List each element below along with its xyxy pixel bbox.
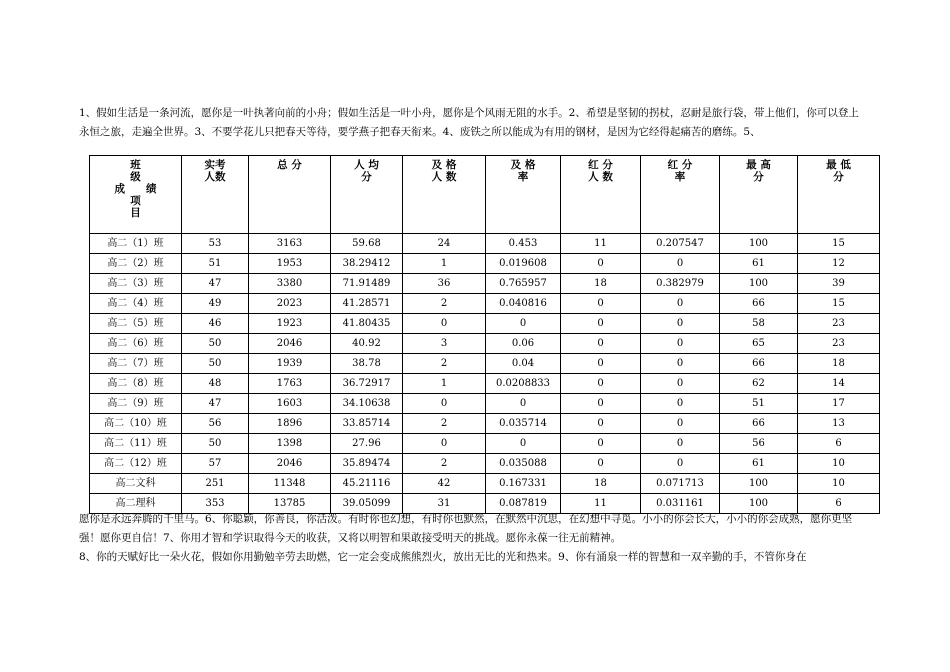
table-cell: 17 bbox=[798, 394, 880, 414]
table-cell: 2 bbox=[403, 354, 486, 374]
table-row bbox=[90, 294, 880, 314]
table-cell: 24 bbox=[403, 234, 486, 254]
table-cell: 38.29412 bbox=[331, 254, 403, 274]
table-cell: 59.68 bbox=[331, 234, 403, 254]
table-cell: 18 bbox=[561, 274, 641, 294]
table-header-row bbox=[90, 156, 880, 234]
table-cell: 56 bbox=[720, 434, 798, 454]
table-cell: 6 bbox=[798, 434, 880, 454]
class-name-cell: 高二（7）班 bbox=[90, 354, 182, 374]
table-cell: 1 bbox=[403, 374, 486, 394]
table-cell: 33.85714 bbox=[331, 414, 403, 434]
table-cell: 2 bbox=[403, 414, 486, 434]
table-cell: 11 bbox=[561, 494, 641, 514]
table-cell: 0 bbox=[561, 294, 641, 314]
class-name-cell: 高二（8）班 bbox=[90, 374, 182, 394]
table-cell: 0 bbox=[641, 454, 720, 474]
table-cell: 15 bbox=[798, 294, 880, 314]
table-cell: 13 bbox=[798, 414, 880, 434]
table-cell: 0 bbox=[641, 254, 720, 274]
table-cell: 48 bbox=[182, 374, 249, 394]
class-name-cell: 高二（4）班 bbox=[90, 294, 182, 314]
table-cell: 71.91489 bbox=[331, 274, 403, 294]
table-cell: 39.05099 bbox=[331, 494, 403, 514]
table-cell: 66 bbox=[720, 294, 798, 314]
table-cell: 46 bbox=[182, 314, 249, 334]
table-cell: 1953 bbox=[249, 254, 331, 274]
table-cell: 34.10638 bbox=[331, 394, 403, 414]
table-cell: 15 bbox=[798, 234, 880, 254]
class-name-cell: 高二（12）班 bbox=[90, 454, 182, 474]
table-row bbox=[90, 354, 880, 374]
table-cell: 41.28571 bbox=[331, 294, 403, 314]
table-cell: 0 bbox=[403, 434, 486, 454]
table-cell: 3380 bbox=[249, 274, 331, 294]
table-row bbox=[90, 474, 880, 494]
class-name-cell: 高二（9）班 bbox=[90, 394, 182, 414]
table-cell: 13785 bbox=[249, 494, 331, 514]
table-body bbox=[90, 234, 880, 514]
table-row bbox=[90, 314, 880, 334]
table-cell: 251 bbox=[182, 474, 249, 494]
table-cell: 35.89474 bbox=[331, 454, 403, 474]
table-cell: 65 bbox=[720, 334, 798, 354]
table-cell: 0 bbox=[641, 374, 720, 394]
table-cell: 23 bbox=[798, 314, 880, 334]
table-row bbox=[90, 234, 880, 254]
table-cell: 1398 bbox=[249, 434, 331, 454]
table-cell: 2 bbox=[403, 454, 486, 474]
table-cell: 36.72917 bbox=[331, 374, 403, 394]
table-cell: 100 bbox=[720, 494, 798, 514]
header-total-score: 总 分 bbox=[249, 156, 331, 234]
table-cell: 0.04 bbox=[486, 354, 561, 374]
table-cell: 0 bbox=[403, 314, 486, 334]
table-cell: 38.78 bbox=[331, 354, 403, 374]
table-cell: 6 bbox=[798, 494, 880, 514]
table-cell: 0.040816 bbox=[486, 294, 561, 314]
table-cell: 47 bbox=[182, 394, 249, 414]
table-cell: 0.453 bbox=[486, 234, 561, 254]
table-cell: 0.06 bbox=[486, 334, 561, 354]
table-cell: 2023 bbox=[249, 294, 331, 314]
table-row bbox=[90, 274, 880, 294]
table-cell: 0.167331 bbox=[486, 474, 561, 494]
table-cell: 14 bbox=[798, 374, 880, 394]
table-cell: 39 bbox=[798, 274, 880, 294]
table-row bbox=[90, 434, 880, 454]
table-cell: 0 bbox=[561, 314, 641, 334]
table-cell: 100 bbox=[720, 474, 798, 494]
table-row bbox=[90, 254, 880, 274]
table-cell: 31 bbox=[403, 494, 486, 514]
table-row bbox=[90, 414, 880, 434]
table-cell: 10 bbox=[798, 474, 880, 494]
table-cell: 0 bbox=[561, 454, 641, 474]
table-cell: 66 bbox=[720, 414, 798, 434]
table-cell: 0.031161 bbox=[641, 494, 720, 514]
table-cell: 23 bbox=[798, 334, 880, 354]
table-cell: 1603 bbox=[249, 394, 331, 414]
class-name-cell: 高二文科 bbox=[90, 474, 182, 494]
class-name-cell: 高二（2）班 bbox=[90, 254, 182, 274]
table-cell: 0 bbox=[641, 414, 720, 434]
table-cell: 1763 bbox=[249, 374, 331, 394]
class-name-cell: 高二（3）班 bbox=[90, 274, 182, 294]
table-cell: 2046 bbox=[249, 334, 331, 354]
table-cell: 40.92 bbox=[331, 334, 403, 354]
table-cell: 57 bbox=[182, 454, 249, 474]
table-cell: 1896 bbox=[249, 414, 331, 434]
table-cell: 0 bbox=[641, 354, 720, 374]
table-cell: 0 bbox=[486, 394, 561, 414]
table-cell: 0 bbox=[641, 334, 720, 354]
table-cell: 1 bbox=[403, 254, 486, 274]
table-cell: 0.0208833 bbox=[486, 374, 561, 394]
table-cell: 61 bbox=[720, 454, 798, 474]
paragraph-bottom: 愿你是永远奔腾的千里马。6、你聪颖，你善良，你活泼。有时你也幻想，有时你也默然，在默然中沉思，在幻想中寻觅。小小的你会长大，小小的你会成熟，愿你更坚强！愿你更自信！7、你用才智和学识取得今天的收获，又将以明智和果敢接受明天的挑战。愿你永葆一往无前精神。 8、你的天赋好比一朵火花，假如你用勤勉辛劳去助燃，它一定会变成熊熊烈火，放出无比的光和热来。9、你有涌泉一样的智慧和一双辛勤的手，不管你身在 bbox=[79, 513, 853, 563]
table-cell: 49 bbox=[182, 294, 249, 314]
header-exam-count: 实考 人数 bbox=[182, 156, 249, 234]
class-name-cell: 高二理科 bbox=[90, 494, 182, 514]
table-cell: 66 bbox=[720, 354, 798, 374]
table-cell: 0 bbox=[561, 334, 641, 354]
table-cell: 18 bbox=[561, 474, 641, 494]
class-name-cell: 高二（1）班 bbox=[90, 234, 182, 254]
table-cell: 36 bbox=[403, 274, 486, 294]
table-cell: 50 bbox=[182, 334, 249, 354]
table-cell: 53 bbox=[182, 234, 249, 254]
header-pass-rate: 及 格 率 bbox=[486, 156, 561, 234]
table-cell: 0.071713 bbox=[641, 474, 720, 494]
table-cell: 1939 bbox=[249, 354, 331, 374]
table-cell: 50 bbox=[182, 354, 249, 374]
table-cell: 11348 bbox=[249, 474, 331, 494]
header-average-score: 人 均 分 bbox=[331, 156, 403, 234]
table-cell: 0 bbox=[641, 294, 720, 314]
table-cell: 0.207547 bbox=[641, 234, 720, 254]
table-cell: 1923 bbox=[249, 314, 331, 334]
table-cell: 100 bbox=[720, 234, 798, 254]
table-cell: 0 bbox=[561, 394, 641, 414]
table-cell: 47 bbox=[182, 274, 249, 294]
table-cell: 0 bbox=[641, 314, 720, 334]
table-cell: 0 bbox=[486, 434, 561, 454]
paragraph-top: 1、假如生活是一条河流，愿你是一叶执著向前的小舟；假如生活是一叶小舟，愿你是个风雨无阻的水手。2、希望是坚韧的拐杖，忍耐是旅行袋，带上他们，你可以登上永恒之旅，走遍全世界。3、不要学花儿只把春天等待，要学燕子把春天衔来。4、废铁之所以能成为有用的钢材，是因为它经得起痛苦的磨练。5、 bbox=[79, 107, 859, 138]
table-row bbox=[90, 394, 880, 414]
header-red-rate: 红 分 率 bbox=[641, 156, 720, 234]
table-cell: 18 bbox=[798, 354, 880, 374]
table-cell: 0.087819 bbox=[486, 494, 561, 514]
table-cell: 11 bbox=[561, 234, 641, 254]
table-cell: 353 bbox=[182, 494, 249, 514]
table-cell: 3 bbox=[403, 334, 486, 354]
table-cell: 41.80435 bbox=[331, 314, 403, 334]
class-name-cell: 高二（11）班 bbox=[90, 434, 182, 454]
table-cell: 0 bbox=[641, 434, 720, 454]
header-red-count: 红 分 人 数 bbox=[561, 156, 641, 234]
table-cell: 0 bbox=[561, 374, 641, 394]
class-name-cell: 高二（10）班 bbox=[90, 414, 182, 434]
header-class: 班 级 成 绩 项 目 bbox=[90, 156, 182, 234]
header-min-score: 最 低 分 bbox=[798, 156, 880, 234]
table-cell: 0.019608 bbox=[486, 254, 561, 274]
table-cell: 2 bbox=[403, 294, 486, 314]
table-cell: 42 bbox=[403, 474, 486, 494]
table-cell: 0 bbox=[561, 434, 641, 454]
table-cell: 27.96 bbox=[331, 434, 403, 454]
score-table bbox=[89, 155, 880, 514]
table-cell: 51 bbox=[182, 254, 249, 274]
class-name-cell: 高二（6）班 bbox=[90, 334, 182, 354]
table-row bbox=[90, 334, 880, 354]
table-cell: 50 bbox=[182, 434, 249, 454]
table-cell: 56 bbox=[182, 414, 249, 434]
table-cell: 61 bbox=[720, 254, 798, 274]
table-cell: 100 bbox=[720, 274, 798, 294]
table-cell: 0 bbox=[561, 414, 641, 434]
table-row bbox=[90, 454, 880, 474]
table-cell: 0.382979 bbox=[641, 274, 720, 294]
table-cell: 62 bbox=[720, 374, 798, 394]
table-cell: 0.765957 bbox=[486, 274, 561, 294]
table-cell: 0.035088 bbox=[486, 454, 561, 474]
table-cell: 12 bbox=[798, 254, 880, 274]
table-cell: 0 bbox=[403, 394, 486, 414]
table-row bbox=[90, 374, 880, 394]
table-cell: 58 bbox=[720, 314, 798, 334]
class-name-cell: 高二（5）班 bbox=[90, 314, 182, 334]
table-cell: 0 bbox=[561, 354, 641, 374]
table-cell: 51 bbox=[720, 394, 798, 414]
table-cell: 0 bbox=[561, 254, 641, 274]
header-max-score: 最 高 分 bbox=[720, 156, 798, 234]
table-cell: 3163 bbox=[249, 234, 331, 254]
table-cell: 10 bbox=[798, 454, 880, 474]
table-cell: 0.035714 bbox=[486, 414, 561, 434]
table-cell: 0 bbox=[641, 394, 720, 414]
header-pass-count: 及 格 人 数 bbox=[403, 156, 486, 234]
table-cell: 45.21116 bbox=[331, 474, 403, 494]
table-cell: 2046 bbox=[249, 454, 331, 474]
table-cell: 0 bbox=[486, 314, 561, 334]
